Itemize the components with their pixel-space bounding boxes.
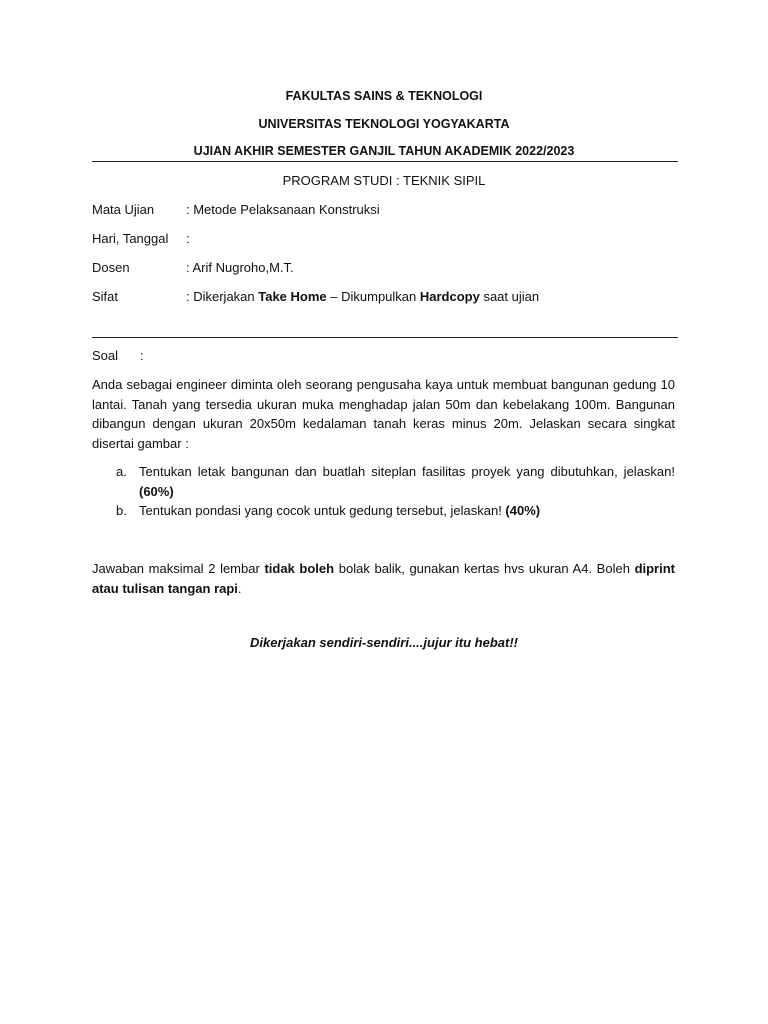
mata-ujian-value: : Metode Pelaksanaan Konstruksi	[186, 202, 380, 217]
question-a-weight: (60%)	[139, 483, 174, 499]
soal-label: Soal	[92, 348, 119, 363]
sifat-prefix: : Dikerjakan	[186, 289, 259, 304]
faculty-title: FAKULTAS SAINS & TEKNOLOGI	[285, 89, 483, 103]
instr-part-2: bolak balik, gunakan kertas hvs ukuran A4. Boleh	[334, 561, 635, 576]
instr-part-3: .	[237, 580, 242, 596]
sifat-hardcopy: Hardcopy	[419, 289, 480, 304]
question-b-marker: b.	[116, 503, 127, 518]
question-b-weight: (40%)	[505, 503, 541, 518]
university-title: UNIVERSITAS TEKNOLOGI YOGYAKARTA	[258, 117, 510, 131]
header-divider	[92, 161, 678, 162]
question-b-text: Tentukan pondasi yang cocok untuk gedung tersebut, jelaskan!	[139, 503, 506, 518]
closing-motto: Dikerjakan sendiri-sendiri....jujur itu hebat!!	[250, 635, 518, 650]
question-a-marker: a.	[116, 464, 127, 479]
dosen-value: : Arif Nugroho,M.T.	[186, 260, 294, 275]
dosen-label: Dosen	[92, 260, 130, 275]
sifat-take-home: Take Home	[258, 289, 327, 304]
exam-title: UJIAN AKHIR SEMESTER GANJIL TAHUN AKADEMIK 2022/2023	[193, 144, 575, 158]
program-title: PROGRAM STUDI : TEKNIK SIPIL	[282, 173, 486, 188]
instr-diprint: diprint atau tulisan tangan rapi	[92, 561, 675, 596]
question-a-text: Tentukan letak bangunan dan buatlah siteplan fasilitas proyek yang dibutuhkan, jelaskan!	[139, 464, 675, 479]
instr-tidak-boleh: tidak boleh	[264, 561, 335, 576]
sifat-label: Sifat	[92, 289, 119, 304]
hari-tanggal-label: Hari, Tanggal	[92, 231, 169, 246]
sifat-value	[186, 288, 539, 306]
list-item	[92, 462, 675, 501]
mata-ujian-label: Mata Ujian	[92, 202, 155, 217]
soal-intro: Anda sebagai engineer diminta oleh seorang pengusaha kaya untuk membuat bangunan gedung 10 lantai. Tanah yang tersedia ukuran muka menghadap jalan 50m dan kebelakang 100m. Bangunan dibangun dengan ukuran 20x50m kedalaman tanah keras minus 20m. Jelaskan secara singkat disertai gambar :	[92, 377, 675, 451]
sifat-mid: – Dikumpulkan	[326, 289, 420, 304]
list-item	[92, 501, 675, 521]
hari-tanggal-value: :	[186, 231, 190, 246]
info-divider	[92, 337, 678, 338]
sifat-suffix: saat ujian	[479, 289, 540, 304]
soal-heading	[92, 347, 144, 365]
question-list	[92, 462, 675, 521]
soal-colon: :	[140, 348, 144, 363]
instr-part-1: Jawaban maksimal 2 lembar	[92, 561, 265, 576]
answer-instructions	[92, 559, 675, 598]
